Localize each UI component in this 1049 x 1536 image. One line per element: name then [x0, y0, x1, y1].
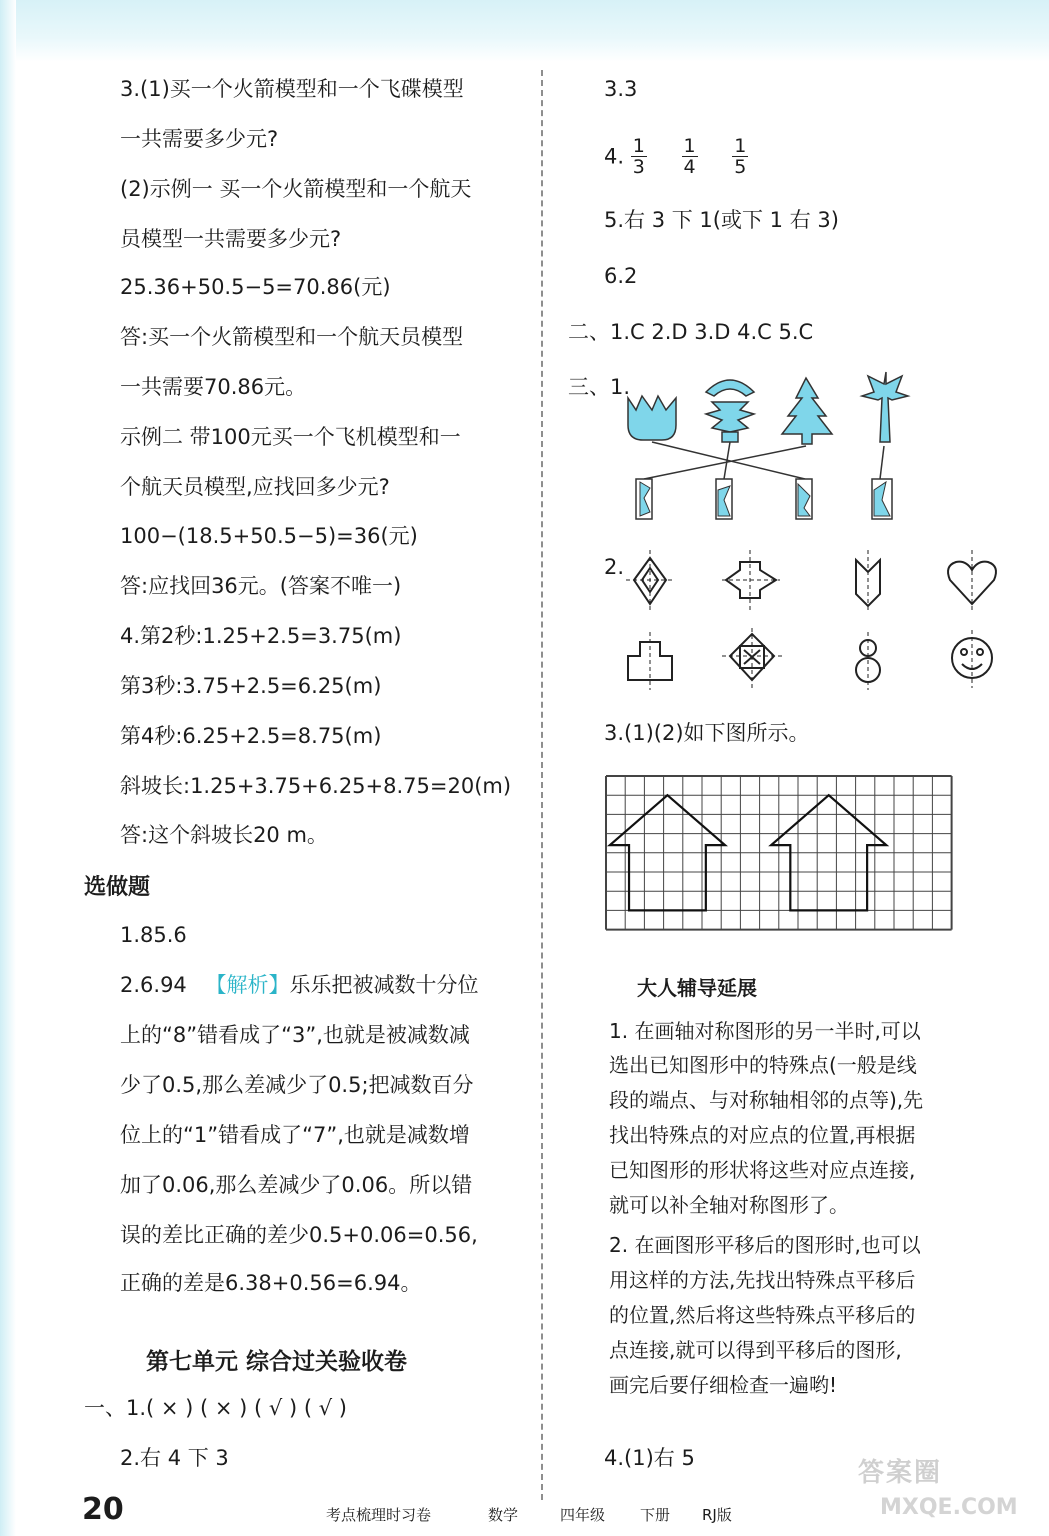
page-number: 20	[82, 1492, 124, 1527]
guide-line: 找出特殊点的对应点的位置,再根据	[609, 1123, 916, 1147]
answer-line: 答:买一个火箭模型和一个航天员模型	[120, 325, 464, 349]
smiley-figure	[952, 630, 992, 688]
optional-answer-1: 1.85.6	[120, 923, 187, 947]
guide-line: 用这样的方法,先找出特殊点平移后	[609, 1268, 916, 1292]
guide-title: 大人辅导延展	[633, 972, 761, 1001]
guide-line: 的位置,然后将这些特殊点平移后的	[609, 1303, 916, 1327]
analysis-line: 乐乐把被减数十分位	[289, 973, 479, 997]
answer-line: 示例二 带100元买一个飞机模型和一	[120, 425, 461, 449]
answer-line: 答:这个斜坡长20 m。	[120, 823, 328, 847]
translation-grid	[606, 776, 952, 940]
footer-volume: 下册	[640, 1506, 671, 1524]
answer-line: 个航天员模型,应找回多少元?	[120, 475, 390, 499]
fraction: $\frac{1}{5}$	[734, 135, 747, 178]
answer-line: 员模型一共需要多少元?	[120, 227, 342, 251]
footer-subject: 数学	[488, 1506, 519, 1524]
answer-line: 25.36+50.5−5=70.86(元)	[120, 275, 391, 299]
analysis-line: 误的差比正确的差少0.5+0.06=0.56,	[120, 1223, 478, 1247]
footer-grade: 四年级	[560, 1506, 606, 1524]
analysis-line: 位上的“1”错看成了“7”,也就是减数增	[120, 1123, 470, 1147]
optional-heading: 选做题	[84, 875, 151, 900]
answer-line: (2)示例一 买一个火箭模型和一个航天	[120, 177, 472, 201]
section2-answers: 二、1.C 2.D 3.D 4.C 5.C	[568, 320, 814, 344]
guide-line: 1. 在画轴对称图形的另一半时,可以	[609, 1019, 921, 1043]
answer-line: 第3秒:3.75+2.5=6.25(m)	[120, 674, 382, 698]
answer-item-3: 3.3	[604, 77, 638, 101]
answer-item-4-bottom: 4.(1)右 5	[604, 1446, 695, 1470]
watermark-logo: 答案圈	[858, 1458, 943, 1488]
diamond-figure	[626, 550, 674, 612]
analysis-line: 正确的差是6.38+0.56=6.94。	[120, 1271, 422, 1295]
step-figure	[628, 632, 672, 690]
optional-answer-2-value: 2.6.94	[120, 973, 187, 997]
item4-label: 4.	[604, 144, 625, 169]
answer-item-6: 6.2	[604, 264, 638, 288]
answer-line: 一共需要多少元?	[120, 127, 279, 151]
answer-line: 100−(18.5+50.5−5)=36(元)	[120, 524, 418, 548]
answer-line: 答:应找回36元。(答案不唯一)	[120, 574, 402, 598]
section1-item2: 2.右 4 下 3	[120, 1446, 229, 1470]
answer-item-5: 5.右 3 下 1(或下 1 右 3)	[604, 208, 839, 232]
guide-line: 选出已知图形中的特殊点(一般是线	[609, 1053, 917, 1077]
answer-line: 3.(1)买一个火箭模型和一个飞碟模型	[120, 77, 464, 101]
section1-item1: 一、1.( × ) ( × ) ( √ ) ( √ )	[84, 1396, 347, 1420]
crown-figure	[856, 550, 880, 612]
analysis-line: 少了0.5,那么差减少了0.5;把减数百分	[120, 1073, 474, 1097]
diamond-x-figure	[722, 628, 782, 688]
section3-item2-label: 2.	[604, 555, 625, 579]
fraction: $\frac{1}{4}$	[683, 135, 696, 178]
guide-line: 画完后要仔细检查一遍哟!	[609, 1373, 838, 1397]
guide-line: 段的端点、与对称轴相邻的点等),先	[609, 1088, 924, 1112]
footer-edition: RJ版	[702, 1506, 732, 1524]
guide-line: 点连接,就可以得到平移后的图形,	[609, 1338, 902, 1362]
footer-book-title: 考点梳理时习卷	[326, 1506, 432, 1524]
analysis-line: 上的“8”错看成了“3”,也就是被减数减	[120, 1023, 470, 1047]
answer-line: 第4秒:6.25+2.5=8.75(m)	[120, 724, 382, 748]
guide-line: 2. 在画图形平移后的图形时,也可以	[609, 1233, 921, 1257]
guide-line: 就可以补全轴对称图形了。	[609, 1193, 849, 1217]
section3-item1-label: 三、1.	[568, 375, 631, 399]
unit-title: 第七单元 综合过关验收卷	[146, 1349, 408, 1375]
fraction: $\frac{1}{3}$	[632, 135, 645, 178]
answer-line: 一共需要70.86元。	[120, 375, 307, 399]
cross-figure	[722, 550, 780, 612]
watermark-url: MXQE.COM	[880, 1495, 1018, 1520]
analysis-line: 加了0.06,那么差减少了0.06。所以错	[120, 1173, 473, 1197]
analysis-tag: 【解析】	[205, 973, 290, 997]
snowman-figure	[856, 632, 880, 690]
answer-line: 4.第2秒:1.25+2.5=3.75(m)	[120, 624, 402, 648]
guide-line: 已知图形的形状将这些对应点连接,	[609, 1158, 916, 1182]
answer-line: 斜坡长:1.25+3.75+6.25+8.75=20(m)	[120, 774, 512, 798]
section3-item3: 3.(1)(2)如下图所示。	[604, 721, 810, 745]
heart-figure	[948, 550, 996, 612]
